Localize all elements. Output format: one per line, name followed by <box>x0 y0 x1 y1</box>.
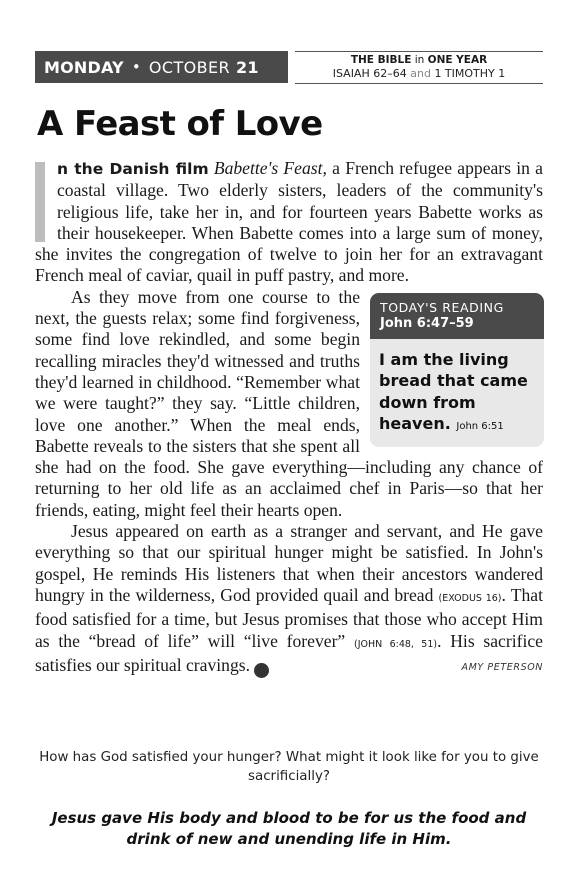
reading-and: and <box>410 67 431 80</box>
bible-plan-title-a: THE BIBLE <box>350 54 412 66</box>
page-title: A Feast of Love <box>37 104 323 144</box>
month: OCTOBER <box>148 57 231 77</box>
bible-plan-readings <box>295 67 543 81</box>
closing-thought: Jesus gave His body and blood to be for us the food and drink of new and unending life in Him. <box>51 809 527 848</box>
key-verse <box>370 339 544 438</box>
todays-reading-box <box>370 293 544 447</box>
paragraph-3-text-b: . That food satisfied for a time, but Jesus promises that those who accept Him as the “bread of life” will “live forever” <box>35 584 543 651</box>
day-number: 21 <box>236 57 259 77</box>
drop-cap-bar <box>35 162 45 242</box>
paragraph-3-text-c: . His sacrifice satisfies our spiritual cravings. <box>35 630 543 675</box>
reflection-question: How has God satisfied your hunger? What might it look like for you to give sacrificially? <box>39 750 539 784</box>
todays-reading-header <box>370 293 544 339</box>
header-rule-bottom <box>295 83 543 84</box>
key-verse-reference: John 6:51 <box>456 421 504 433</box>
todays-reading-reference: John 6:47–59 <box>380 315 474 331</box>
article-body <box>35 158 543 678</box>
bullet-separator: • <box>131 58 141 76</box>
key-verse-text: I am the living bread that came down from heaven. <box>379 349 528 434</box>
bible-plan-title <box>295 53 543 67</box>
reading-2: 1 TIMOTHY 1 <box>434 67 506 80</box>
film-title: Babette's Feast, <box>213 158 327 178</box>
scripture-reference-john: (JOHN 6:48, 51) <box>353 638 438 650</box>
weekday: MONDAY <box>44 57 124 77</box>
paragraph-2: As they move from one course to the next, the guests relax; some find forgiveness, some find love rekindled, and some begin recalling miracles they'd witnessed and truths they'd learned in childhood. “Remember what we were taught?” they say. “Little children, love one another.” When the meal ends, Babette reveals to the sisters that she spent all she had on the food. She gave everything—including any chance of returning to her old life as an acclaimed chef in Paris—so that her friends, eating, might feel their hearts open. <box>35 286 543 520</box>
paragraph-1 <box>35 158 543 287</box>
bible-plan-title-b: ONE YEAR <box>427 54 488 66</box>
paragraph-3 <box>35 521 543 678</box>
reading-1: ISAIAH 62–64 <box>332 67 407 80</box>
todays-reading-label: TODAY'S READING <box>380 299 504 315</box>
header-rule-top <box>295 51 543 52</box>
lead-in: n the Danish film <box>57 160 209 178</box>
date-banner <box>35 51 288 83</box>
paragraph-3-text-a: Jesus appeared on earth as a stranger and servant, and He gave everything so that our spiritual hunger might be satisfied. In John's gospel, He reminds His listeners that when their ancestors wandered hungry in the wilderness, God provided quail and bread <box>35 521 543 605</box>
end-mark-icon: ✿ <box>254 663 269 678</box>
scripture-reference-exodus: (EXODUS 16) <box>438 592 502 604</box>
author-name: AMY PETERSON <box>461 661 543 673</box>
paragraph-1-text: a French refugee appears in a coastal village. Two elderly sisters, leaders of the community's religious life, take her in, and for fourteen years Babette works as their housekeeper. When Babette comes into a large sum of money, she invites the congregation of twelve to join her for an extravagant French meal of caviar, quail in puff pastry, and more. <box>35 158 543 286</box>
bible-in-one-year <box>295 53 543 81</box>
bible-plan-title-in: in <box>414 54 425 66</box>
